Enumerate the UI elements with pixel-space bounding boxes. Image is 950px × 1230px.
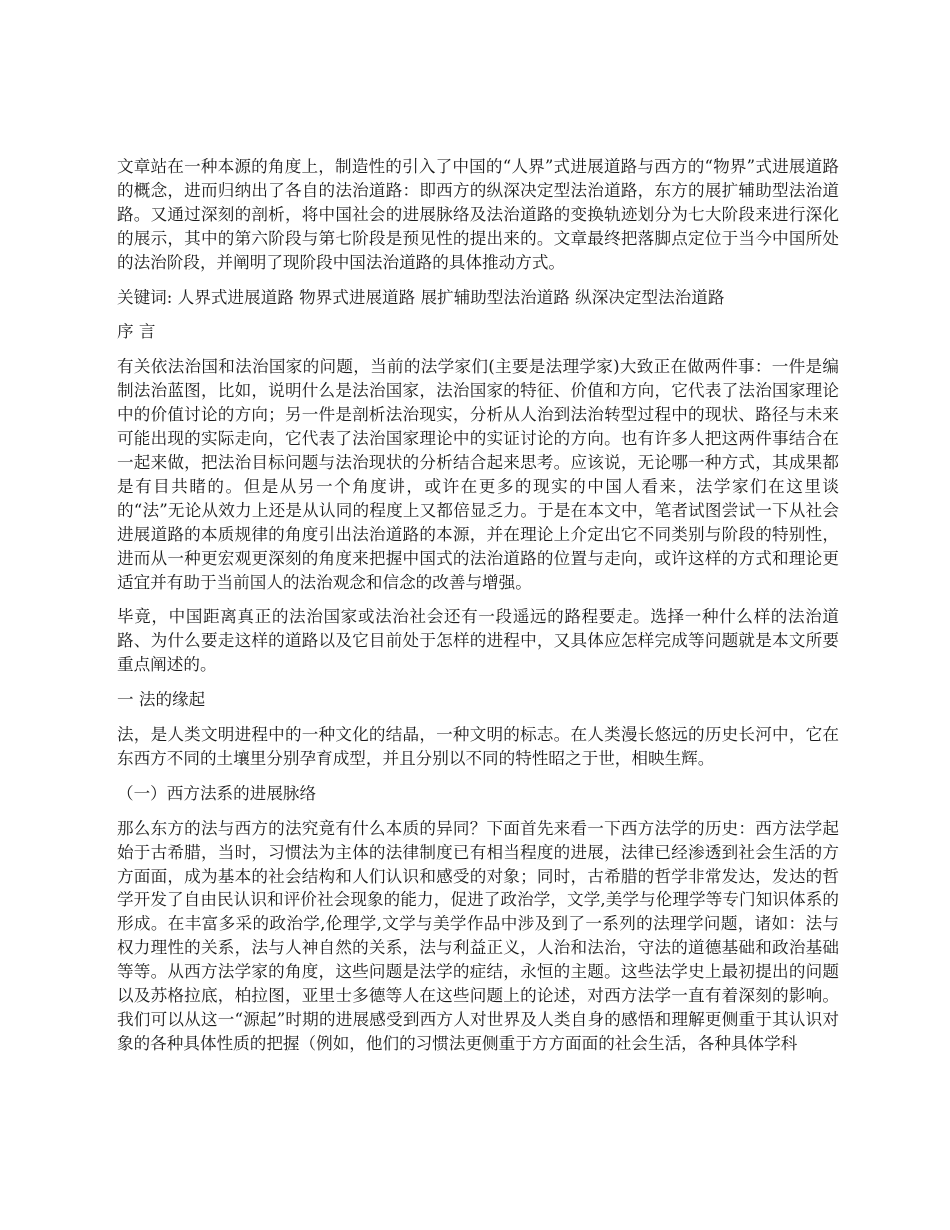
preface-heading: 序 言 xyxy=(117,322,156,342)
section-1-heading: 一 法的缘起 xyxy=(117,690,206,710)
abstract-paragraph: 文章站在一种本源的角度上，制造性的引入了中国的“人界”式进展道路与西方的“物界”式进展道路的概念，进而归纳出了各自的法治道路：即西方的纵深决定型法治道路，东方的展扩辅助型法治道路。又通过深刻的剖析，将中国社会的进展脉络及法治道路的变换轨迹划分为七大阶段来进行深化的展示，其中的第六阶段与第七阶段是预见性的提出来的。文章最终把落脚点定位于当今中国所处的法治阶段，并阐明了现阶段中国法治道路的具体推动方式。 xyxy=(117,157,839,272)
preface-paragraph-1: 有关依法治国和法治国家的问题，当前的法学家们(主要是法理学家)大致正在做两件事：一件是编制法治蓝图，比如，说明什么是法治国家，法治国家的特征、价值和方向，它代表了法治国家理论中的价值讨论的方向；另一件是剖析法治现实，分析从人治到法治转型过程中的现状、路径与未来可能出现的实际走向，它代表了法治国家理论中的实证讨论的方向。也有许多人把这两件事结合在一起来做，把法治目标问题与法治现状的分析结合起来思考。应该说，无论哪一种方式，其成果都是有目共睹的。但是从另一个角度讲，或许在更多的现实的中国人看来，法学家们在这里谈的“法”无论从效力上还是从认同的程度上又都倍显乏力。于是在本文中，笔者试图尝试一下从社会进展道路的本质规律的角度引出法治道路的本源，并在理论上介定出它不同类别与阶段的特别性，进而从一种更宏观更深刻的角度来把握中国式的法治道路的位置与走向，或许这样的方式和理论更适宜并有助于当前国人的法治观念和信念的改善与增强。 xyxy=(117,357,839,592)
preface-paragraph-2: 毕竟，中国距离真正的法治国家或法治社会还有一段遥远的路程要走。选择一种什么样的法治道路、为什么要走这样的道路以及它目前处于怎样的进程中，又具体应怎样完成等问题就是本文所要重点阐述的。 xyxy=(117,607,839,675)
subsection-1-heading: （一）西方法系的进展脉络 xyxy=(117,783,317,803)
document-page xyxy=(117,155,839,1067)
keywords-line: 关键词: 人界式进展道路 物界式进展道路 展扩辅助型法治道路 纵深决定型法治道路 xyxy=(117,287,725,307)
subsection-1-paragraph-1: 那么东方的法与西方的法究竟有什么本质的异同？下面首先来看一下西方法学的历史：西方法学起始于古希腊，当时，习惯法为主体的法律制度已有相当程度的进展，法律已经渗透到社会生活的方方面面，成为基本的社会结构和人们认识和感受的对象；同时，古希腊的哲学非常发达，发达的哲学开发了自由民认识和评价社会现象的能力，促进了政治学，文学,美学与伦理学等专门知识体系的形成。在丰富多采的政治学,伦理学,文学与美学作品中涉及到了一系列的法理学问题，诸如：法与权力理性的关系，法与人神自然的关系，法与利益正义，人治和法治，守法的道德基础和政治基础等等。从西方法学家的角度，这些问题是法学的症结，永恒的主题。这些法学史上最初提出的问题以及苏格拉底，柏拉图，亚里士多德等人在这些问题上的论述，对西方法学一直有着深刻的影响。我们可以从这一“源起”时期的进展感受到西方人对世界及人类自身的感悟和理解更侧重于其认识对象的各种具体性质的把握（例如，他们的习惯法更侧重于方方面面的社会生活，各种具体学科 xyxy=(117,818,839,1053)
section-1-paragraph-1: 法，是人类文明进程中的一种文化的结晶，一种文明的标志。在人类漫长悠远的历史长河中，它在东西方不同的土壤里分别孕育成型，并且分别以不同的特性昭之于世，相映生辉。 xyxy=(117,725,839,768)
